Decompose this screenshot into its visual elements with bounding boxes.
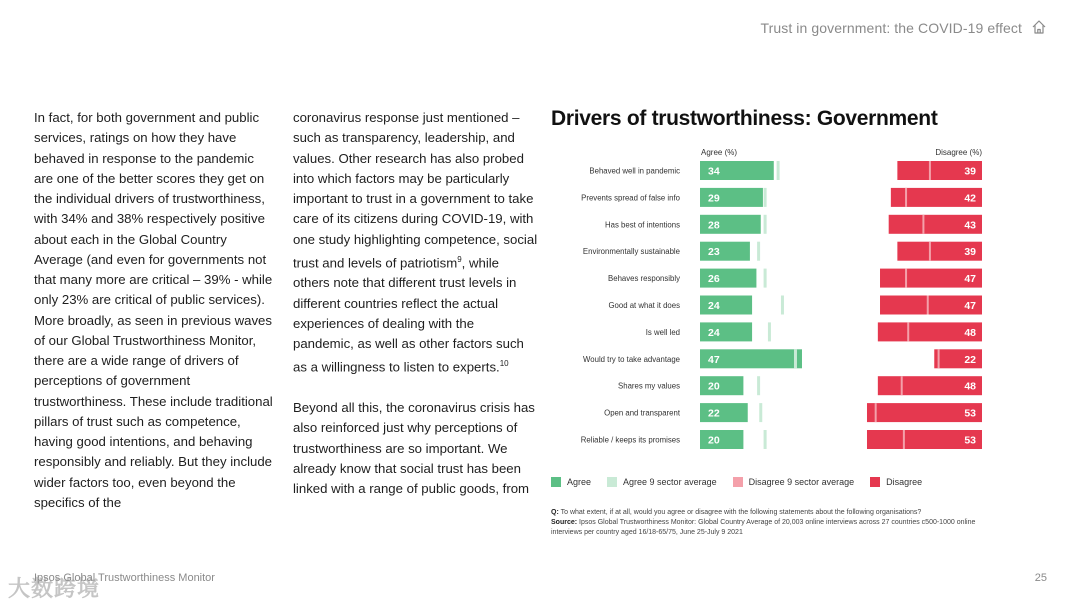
legend-swatch <box>870 477 880 487</box>
disagree-average-marker <box>875 403 877 422</box>
agree-value-label: 34 <box>708 165 720 178</box>
agree-average-marker <box>768 322 771 341</box>
disagree-average-marker <box>903 430 905 449</box>
footnote-ref[interactable]: 10 <box>499 359 509 369</box>
category-label: Environmentally sustainable <box>582 247 680 257</box>
category-label: Would try to take advantage <box>583 354 680 364</box>
disagree-average-marker <box>905 269 907 288</box>
legend-swatch <box>551 477 561 487</box>
agree-value-label: 47 <box>708 353 720 366</box>
agree-bar <box>700 376 743 395</box>
agree-bar <box>700 430 743 449</box>
body-paragraph: Beyond all this, the coronavirus crisis has also reinforced just why perceptions of trustworthiness are so important. We already know that social trust has been linked with a range of public goods, from <box>293 400 535 497</box>
page-number: 25 <box>1034 572 1047 584</box>
question-label: Q: <box>551 509 559 516</box>
body-text-column-2 <box>293 108 538 499</box>
source-text: Ipsos Global Trustworthiness Monitor: Global Country Average of 20,003 online interviews across 27 countries c500-1000 online interviews per country aged 16/18-65/75, June 25-July 9 2021 <box>551 519 976 537</box>
disagree-value-label: 48 <box>964 380 976 393</box>
disagree-value-label: 39 <box>964 246 976 259</box>
agree-value-label: 26 <box>708 273 720 286</box>
category-label: Behaves responsibly <box>608 274 680 284</box>
legend-swatch <box>733 477 743 487</box>
disagree-average-marker <box>927 296 929 315</box>
chart <box>551 143 991 468</box>
category-label: Reliable / keeps its promises <box>580 435 680 445</box>
legend-item-disagree-average <box>733 477 855 487</box>
disagree-value-label: 48 <box>964 326 976 339</box>
disagree-value-label: 43 <box>964 219 976 232</box>
category-label: Has best of intentions <box>605 220 680 230</box>
disagree-average-marker <box>907 322 909 341</box>
legend-item-agree-average <box>607 477 717 487</box>
agree-average-marker <box>794 349 797 368</box>
disagree-header: Disagree (%) <box>935 148 982 157</box>
agree-average-marker <box>759 403 762 422</box>
category-label: Behaved well in pandemic <box>589 166 680 176</box>
chart-notes <box>551 508 981 539</box>
home-icon[interactable] <box>1031 19 1047 35</box>
chart-legend <box>551 477 922 487</box>
source-label: Source: <box>551 519 578 527</box>
agree-average-marker <box>764 430 767 449</box>
agree-value-label: 20 <box>708 434 720 447</box>
legend-item-agree <box>551 477 591 487</box>
agree-average-marker <box>757 242 760 261</box>
body-text: coronavirus response just mentioned – such as transparency, leadership, and values. Other research has also probed into which factors may be particularly important to trust in a government to take care of its citizens during COVID-19, with one study highlighting competence, social trust and levels of patriotism <box>293 110 538 271</box>
disagree-value-label: 53 <box>964 407 976 420</box>
disagree-average-marker <box>929 242 931 261</box>
disagree-value-label: 22 <box>964 353 976 366</box>
footer-title: Ipsos Global Trustworthiness Monitor <box>34 572 215 584</box>
source-note <box>551 518 981 538</box>
agree-average-marker <box>757 376 760 395</box>
agree-value-label: 22 <box>708 407 720 420</box>
disagree-value-label: 47 <box>964 300 976 312</box>
legend-item-disagree <box>870 477 922 487</box>
disagree-value-label: 39 <box>964 165 976 178</box>
disagree-value-label: 53 <box>964 434 976 447</box>
agree-value-label: 29 <box>708 192 720 205</box>
body-paragraph <box>293 108 538 378</box>
agree-average-marker <box>764 269 767 288</box>
legend-swatch <box>607 477 617 487</box>
chart-title: Drivers of trustworthiness: Government <box>551 107 938 130</box>
body-text: , while others note that different trust levels in different countries reflect the actual experiences of dealing with the pandemic, as well as other factors such as a willingness to listen to experts. <box>293 255 524 375</box>
disagree-value-label: 47 <box>964 273 976 286</box>
category-label: Prevents spread of false info <box>581 193 680 203</box>
category-label: Shares my values <box>618 381 680 391</box>
legend-label: Disagree 9 sector average <box>748 477 855 487</box>
agree-value-label: 23 <box>708 246 720 259</box>
body-paragraph: In fact, for both government and public services, ratings on how they have behaved in response to the pandemic are one of the better scores they get on the individual drivers of trustworthiness, with 34% and 38% respectively positive about each in the Global Country Average (and even for governments not that many more are critical – 39% - while only 23% are critical of public services). More broadly, as seen in previous waves of our Global Trustworthiness Monitor, there are a wide range of drivers of perceptions of government trustworthiness. These include traditional pillars of trust such as competence, having good intentions, and behaving responsibly and reliably. But they include wider factors too, even beyond the specifics of the <box>34 110 273 510</box>
agree-value-label: 20 <box>708 380 720 393</box>
disagree-value-label: 42 <box>964 192 976 205</box>
category-label: Is well led <box>645 327 680 337</box>
disagree-average-marker <box>905 188 907 207</box>
agree-value-label: 24 <box>708 326 720 339</box>
header-title: Trust in government: the COVID-19 effect <box>760 20 1022 36</box>
watermark: 大数跨境 <box>8 576 101 601</box>
disagree-average-marker <box>929 161 931 180</box>
agree-value-label: 24 <box>708 300 720 312</box>
agree-average-marker <box>777 161 780 180</box>
agree-header: Agree (%) <box>701 148 738 157</box>
disagree-average-marker <box>901 376 903 395</box>
legend-label: Agree 9 sector average <box>623 477 717 487</box>
question-text: To what extent, if at all, would you agree or disagree with the following statements about the following organisations? <box>560 509 922 516</box>
body-text-column-1 <box>34 108 274 513</box>
agree-average-marker <box>764 188 767 207</box>
legend-label: Disagree <box>886 477 923 487</box>
question-note <box>551 508 981 518</box>
footnote-ref[interactable]: 9 <box>457 254 462 264</box>
disagree-average-marker <box>922 215 924 234</box>
agree-average-marker <box>781 296 784 315</box>
disagree-average-marker <box>938 349 940 368</box>
legend-label: Agree <box>567 477 592 487</box>
agree-average-marker <box>764 215 767 234</box>
category-label: Good at what it does <box>608 301 680 310</box>
agree-value-label: 28 <box>708 219 720 232</box>
category-label: Open and transparent <box>604 408 680 418</box>
